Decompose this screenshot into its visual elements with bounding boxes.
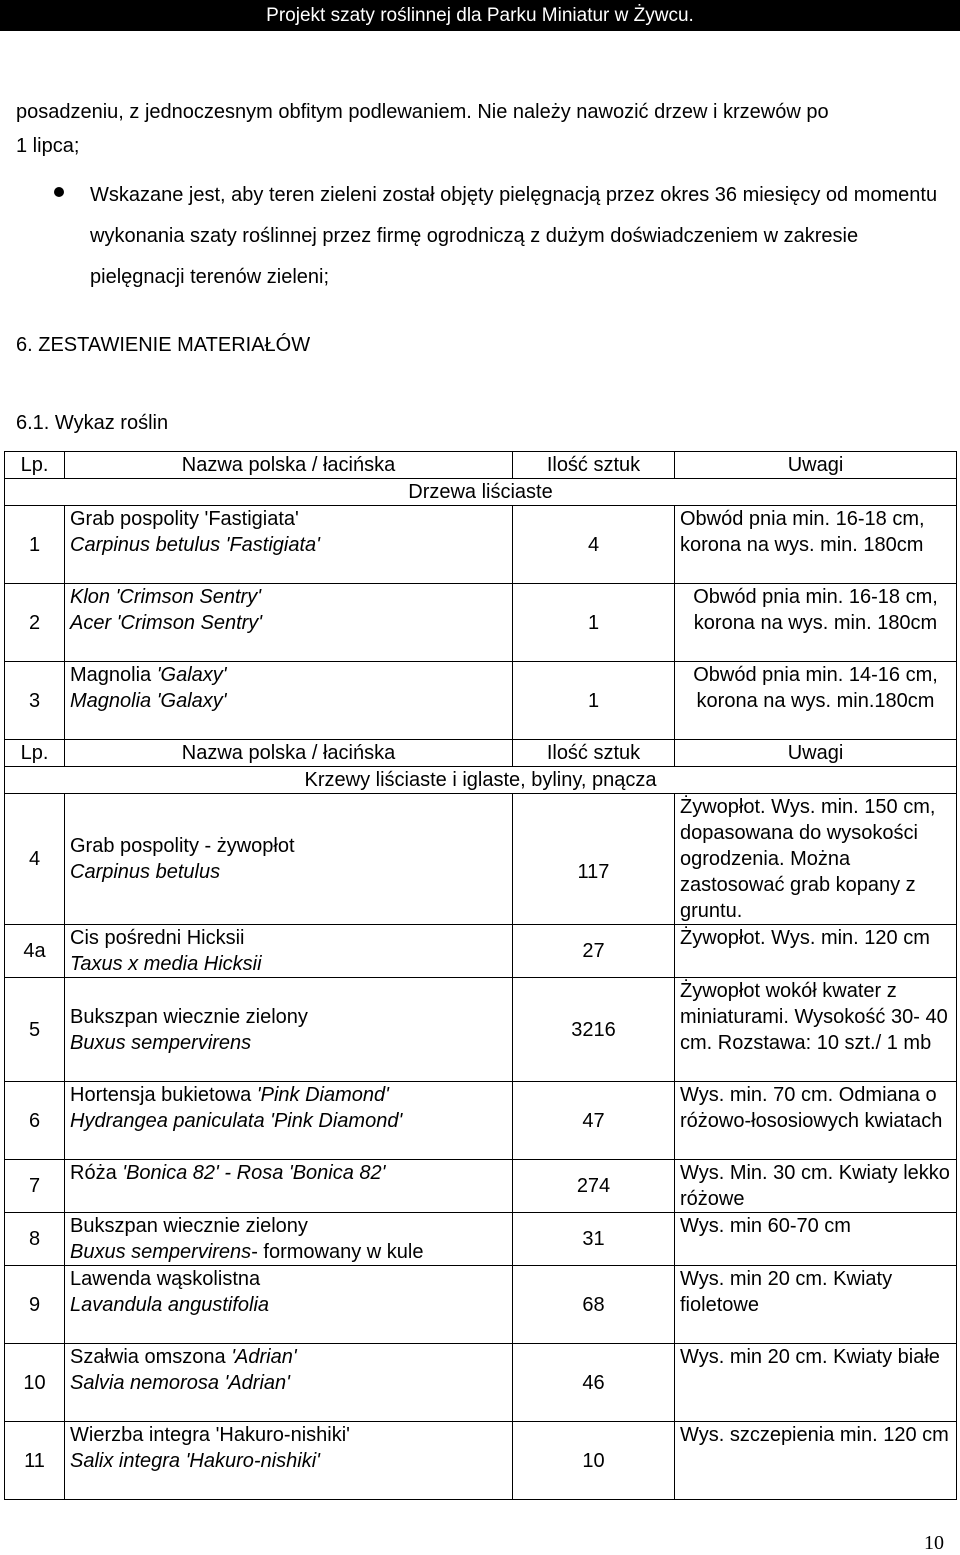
polish-name-cultivar: 'Pink Diamond' [256, 1084, 389, 1106]
table-row [5, 1344, 957, 1422]
name-cell [65, 1213, 513, 1266]
header-lp: Lp. [5, 740, 65, 767]
qty-cell [513, 662, 675, 740]
qty-value: 117 [577, 861, 610, 883]
plant-table [4, 451, 957, 1500]
polish-name: Cis pośredni Hicksii [70, 927, 245, 949]
qty-cell: 31 [513, 1213, 675, 1266]
bullet-dot-icon [54, 187, 64, 197]
notes-cell: Obwód pnia min. 16-18 cm, korona na wys. min. 180cm [675, 506, 957, 584]
lp-cell: 4 [5, 794, 65, 925]
qty-cell [513, 1266, 675, 1344]
lp-cell: 6 [5, 1082, 65, 1160]
table-row [5, 662, 957, 740]
section-heading: 6. ZESTAWIENIE MATERIAŁÓW [16, 334, 311, 356]
name-cell [65, 978, 513, 1082]
section-title: Drzewa liściaste [5, 479, 957, 506]
qty-value: 1 [587, 612, 600, 634]
latin-name-suffix: - formowany w kule [251, 1241, 424, 1263]
name-cell [65, 1266, 513, 1344]
latin-name: Buxus sempervirens [70, 1031, 252, 1054]
name-cell [65, 1344, 513, 1422]
polish-name: Grab pospolity - żywopłot [70, 835, 295, 857]
notes-cell: Obwód pnia min. 14-16 cm, korona na wys. min.180cm [675, 662, 957, 740]
qty-cell: 274 [513, 1160, 675, 1213]
qty-value: 68 [582, 1294, 605, 1316]
table-row [5, 1213, 957, 1266]
latin-name: Taxus x media Hicksii [70, 953, 262, 975]
notes-cell: Obwód pnia min. 16-18 cm, korona na wys. min. 180cm [675, 584, 957, 662]
qty-cell [513, 1344, 675, 1422]
latin-name: Carpinus betulus [70, 861, 221, 883]
qty-cell [513, 794, 675, 925]
latin-name: Salvia nemorosa 'Adrian' [70, 1372, 290, 1394]
subsection-heading: 6.1. Wykaz roślin [16, 412, 169, 434]
qty-value: 47 [582, 1110, 605, 1132]
latin-name: Hydrangea paniculata 'Pink Diamond' [70, 1110, 403, 1132]
polish-name: Klon 'Crimson Sentry' [70, 586, 262, 608]
table-row [5, 1422, 957, 1500]
latin-name: Acer 'Crimson Sentry' [70, 612, 263, 634]
name-cell [65, 1160, 513, 1213]
lp-cell: 10 [5, 1344, 65, 1422]
lp-cell: 2 [5, 584, 65, 662]
qty-cell [513, 506, 675, 584]
polish-name: Wierzba integra 'Hakuro-nishiki' [70, 1424, 350, 1446]
name-cell [65, 662, 513, 740]
latin-name: Salix integra 'Hakuro-nishiki' [70, 1450, 320, 1472]
name-cell [65, 925, 513, 978]
name-cell [65, 1082, 513, 1160]
header-name: Nazwa polska / łacińska [65, 740, 513, 767]
page-number: 10 [924, 1532, 944, 1554]
table-row [5, 794, 957, 925]
notes-cell: Wys. min. 70 cm. Odmiana o różowo-łososiowych kwiatach [675, 1082, 957, 1160]
name-cell [65, 1422, 513, 1500]
lp-cell: 1 [5, 506, 65, 584]
polish-name: Hortensja bukietowa 'Pink Diamond' [70, 1084, 389, 1106]
header-notes: Uwagi [675, 452, 957, 479]
lp-cell: 5 [5, 978, 65, 1082]
header-lp: Lp. [5, 452, 65, 479]
notes-cell: Wys. min 60-70 cm [675, 1213, 957, 1266]
polish-name-part: Róża [70, 1162, 117, 1184]
section-row-shrubs [5, 767, 957, 794]
notes-cell: Żywopłot. Wys. min. 120 cm [675, 925, 957, 978]
header-notes: Uwagi [675, 740, 957, 767]
polish-name: Magnolia 'Galaxy' [70, 664, 227, 686]
header-name: Nazwa polska / łacińska [65, 452, 513, 479]
notes-cell: Żywopłot. Wys. min. 150 cm, dopasowana do wysokości ogrodzenia. Można zastosować grab kopany z gruntu. [675, 794, 957, 925]
notes-cell: Wys. szczepienia min. 120 cm [675, 1422, 957, 1500]
lp-cell: 8 [5, 1213, 65, 1266]
notes-cell: Wys. min 20 cm. Kwiaty białe [675, 1344, 957, 1422]
table-row [5, 1082, 957, 1160]
qty-value: 1 [587, 690, 600, 712]
qty-value: 46 [582, 1372, 605, 1394]
name-cell [65, 584, 513, 662]
notes-cell: Wys. min 20 cm. Kwiaty fioletowe [675, 1266, 957, 1344]
latin-name: Magnolia 'Galaxy' [70, 690, 227, 712]
qty-value: 4 [587, 534, 600, 556]
table-row [5, 925, 957, 978]
header-qty: Ilość sztuk [513, 452, 675, 479]
polish-name: Szałwia omszona 'Adrian' [70, 1346, 297, 1368]
lp-cell: 4a [5, 925, 65, 978]
name-cell [65, 506, 513, 584]
page-header: Projekt szaty roślinnej dla Parku Miniatur w Żywcu. [0, 0, 960, 31]
latin-name: Carpinus betulus 'Fastigiata' [70, 534, 320, 556]
qty-value: 10 [582, 1450, 605, 1472]
notes-cell: Wys. Min. 30 cm. Kwiaty lekko różowe [675, 1160, 957, 1213]
polish-name: Grab pospolity 'Fastigiata' [70, 508, 299, 530]
qty-cell: 27 [513, 925, 675, 978]
latin-name: Buxus sempervirens [70, 1241, 252, 1263]
polish-name: Lawenda wąskolistna [70, 1268, 261, 1290]
latin-name: Lavandula angustifolia [70, 1294, 270, 1316]
notes-cell: Żywopłot wokół kwater z miniaturami. Wysokość 30- 40 cm. Rozstawa: 10 szt./ 1 mb [675, 978, 957, 1082]
lp-cell: 3 [5, 662, 65, 740]
polish-name: Róża 'Bonica 82' - Rosa 'Bonica 82' [70, 1162, 386, 1184]
lp-cell: 11 [5, 1422, 65, 1500]
table-row [5, 978, 957, 1082]
table-row [5, 1160, 957, 1213]
qty-cell: 3216 [513, 978, 675, 1082]
polish-name-cultivar: 'Galaxy' [156, 664, 227, 686]
name-cell [65, 794, 513, 925]
polish-name: Bukszpan wiecznie zielony [70, 1005, 308, 1028]
qty-cell [513, 584, 675, 662]
table-header-row [5, 740, 957, 767]
intro-line-2: 1 lipca; [16, 135, 80, 157]
lp-cell: 9 [5, 1266, 65, 1344]
header-qty: Ilość sztuk [513, 740, 675, 767]
qty-cell [513, 1082, 675, 1160]
polish-name-cultivar: 'Adrian' [231, 1346, 297, 1368]
polish-name: Bukszpan wiecznie zielony [70, 1215, 308, 1237]
intro-line-1: posadzeniu, z jednoczesnym obfitym podlewaniem. Nie należy nawozić drzew i krzewów po [16, 101, 829, 123]
table-row [5, 1266, 957, 1344]
bullet-text: Wskazane jest, aby teren zieleni został objęty pielęgnacją przez okres 36 miesięcy od momentu wykonania szaty roślinnej przez firmę ogrodniczą z dużym doświadczeniem w zakresie pielęgnacji terenów zieleni; [90, 184, 938, 288]
qty-cell [513, 1422, 675, 1500]
section-title: Krzewy liściaste i iglaste, byliny, pnącza [5, 767, 957, 794]
table-row [5, 584, 957, 662]
latin-name-line [70, 1239, 507, 1265]
lp-cell: 7 [5, 1160, 65, 1213]
intro-paragraph [16, 95, 946, 163]
table-row [5, 506, 957, 584]
table-header-row [5, 452, 957, 479]
section-row-trees [5, 479, 957, 506]
